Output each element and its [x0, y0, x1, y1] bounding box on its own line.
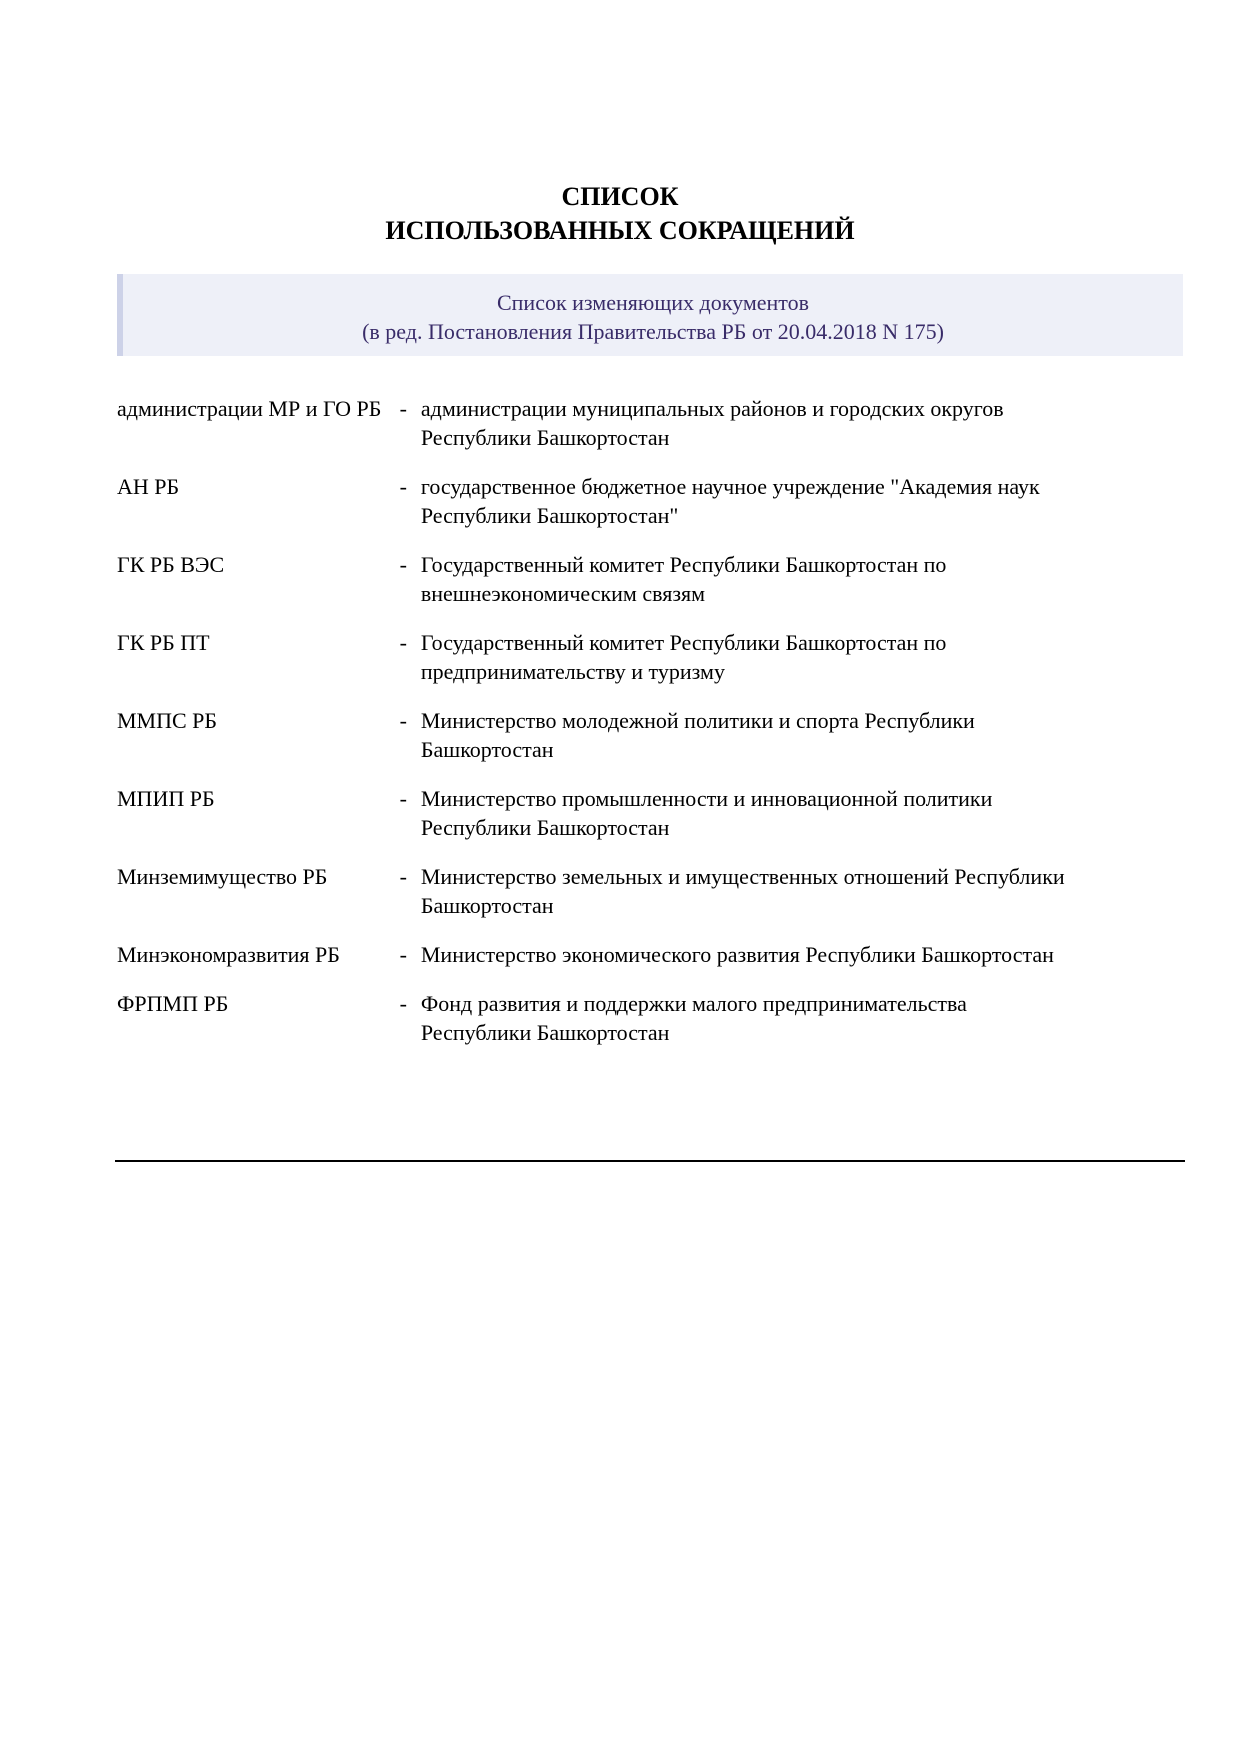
abbreviation: администрации МР и ГО РБ: [117, 396, 382, 421]
changing-documents-note: (в ред. Постановления Правительства РБ от 20.04.2018 N 175): [362, 319, 944, 344]
table-row: [117, 394, 1067, 472]
abbreviation-description: государственное бюджетное научное учреждение "Академия наук Республики Башкортостан": [420, 474, 1040, 528]
abbreviation-description: Государственный комитет Республики Башкортостан по внешнеэкономическим связям: [420, 552, 947, 606]
abbreviation: ФРПМП РБ: [117, 991, 229, 1016]
abbreviations-table: [117, 394, 1067, 1067]
table-row: [117, 940, 1067, 989]
changing-documents-box: [117, 274, 1183, 356]
abbreviation: ММПС РБ: [117, 708, 218, 733]
abbreviation-description: Министерство молодежной политики и спорта Республики Башкортостан: [420, 708, 975, 762]
title-line-2: ИСПОЛЬЗОВАННЫХ СОКРАЩЕНИЙ: [385, 216, 855, 245]
dash-separator: -: [399, 474, 407, 499]
dash-separator: -: [399, 630, 407, 655]
abbreviation: ГК РБ ПТ: [117, 630, 210, 655]
dash-separator: -: [399, 942, 407, 967]
abbreviation-description: Министерство промышленности и инновационной политики Республики Башкортостан: [420, 786, 993, 840]
dash-separator: -: [399, 396, 407, 421]
page-title: [0, 180, 1240, 248]
table-row: [117, 472, 1067, 550]
table-row: [117, 862, 1067, 940]
abbreviation-description: администрации муниципальных районов и городских округов Республики Башкортостан: [420, 396, 1004, 450]
abbreviation: АН РБ: [117, 474, 180, 499]
table-row: [117, 989, 1067, 1067]
dash-separator: -: [399, 991, 407, 1016]
dash-separator: -: [399, 708, 407, 733]
dash-separator: -: [399, 864, 407, 889]
abbreviation: Минэкономразвития РБ: [117, 942, 340, 967]
dash-separator: -: [399, 786, 407, 811]
abbreviation: ГК РБ ВЭС: [117, 552, 225, 577]
table-row: [117, 550, 1067, 628]
title-line-1: СПИСОК: [561, 182, 679, 211]
abbreviation: Минземимущество РБ: [117, 864, 328, 889]
changing-documents-heading: Список изменяющих документов: [496, 290, 809, 315]
table-row: [117, 784, 1067, 862]
abbreviation-description: Фонд развития и поддержки малого предпринимательства Республики Башкортостан: [420, 991, 967, 1045]
abbreviation: МПИП РБ: [117, 786, 215, 811]
abbreviation-description: Министерство земельных и имущественных отношений Республики Башкортостан: [420, 864, 1065, 918]
table-row: [117, 706, 1067, 784]
table-row: [117, 628, 1067, 706]
abbreviation-description: Государственный комитет Республики Башкортостан по предпринимательству и туризму: [420, 630, 947, 684]
horizontal-divider: [115, 1160, 1185, 1162]
abbreviation-description: Министерство экономического развития Республики Башкортостан: [420, 942, 1054, 967]
dash-separator: -: [399, 552, 407, 577]
